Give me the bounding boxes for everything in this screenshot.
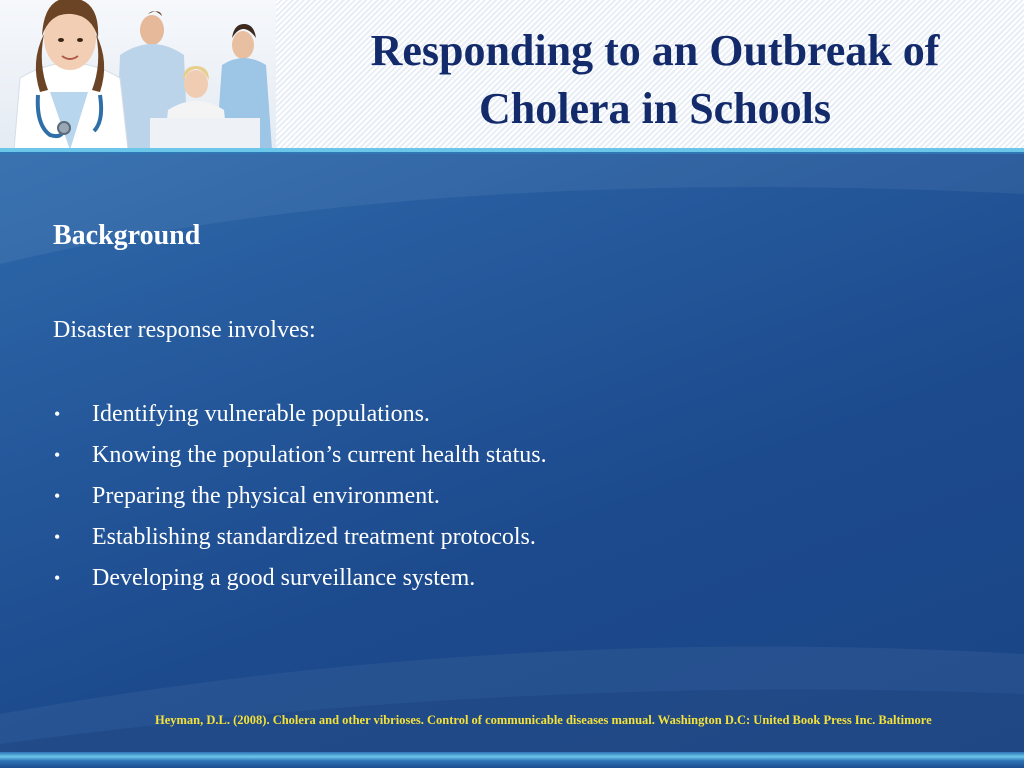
bullet-icon: • [54,404,61,424]
section-heading: Background [53,220,201,251]
bullet-item [53,478,547,519]
intro-text: Disaster response involves: [53,317,316,343]
medical-staff-illustration [0,0,276,150]
bullet-item [53,560,547,601]
bullet-icon: • [54,445,61,465]
bullet-item [53,437,547,478]
slide-title-line-2: Cholera in Schools [478,84,832,133]
slide-header [0,0,1024,150]
slide-body [0,154,1024,752]
bullet-text: Establishing standardized treatment protocols. [92,524,536,550]
bullet-text: Developing a good surveillance system. [92,565,476,591]
footer-accent-band [0,752,1024,768]
bullet-list [53,396,547,601]
bullet-item [53,519,547,560]
bullet-text: Identifying vulnerable populations. [92,401,430,427]
slide-title [300,22,1010,138]
bullet-icon: • [54,486,61,506]
medical-staff-photo [0,0,276,150]
citation-text: Heyman, D.L. (2008). Cholera and other vibrioses. Control of communicable diseases manual. Washington D.C: United Book Press Inc. Baltimore [155,713,932,727]
slide-title-line-1: Responding to an Outbreak of [370,26,940,75]
bullet-icon: • [54,568,61,588]
bullet-item [53,396,547,437]
bullet-text: Knowing the population’s current health status. [92,442,547,468]
bullet-text: Preparing the physical environment. [92,483,440,509]
bullet-icon: • [54,527,61,547]
